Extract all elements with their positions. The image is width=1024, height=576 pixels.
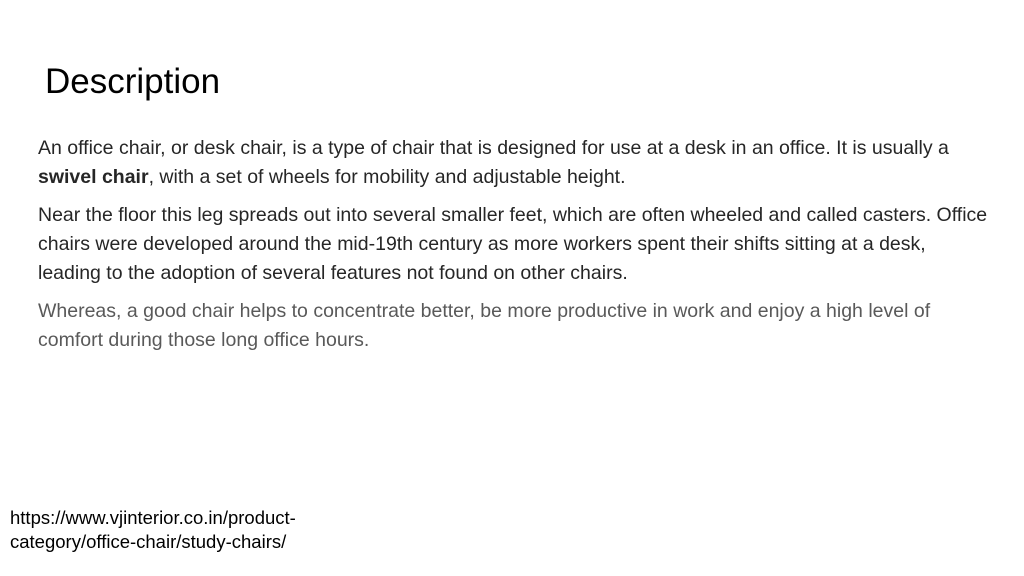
source-url-line-1: https://www.vjinterior.co.in/product- [10,507,296,528]
source-url [10,506,350,554]
description-body [38,134,988,355]
slide-title: Description [45,62,221,101]
paragraph-chair-history: Near the floor this leg spreads out into several smaller feet, which are often wheeled and called casters. Office chairs were developed around the mid-19th century as more workers spent their shifts sitting at a desk, leading to the adoption of several features not found on other chairs. [38,204,988,284]
paragraph-chair-benefits: Whereas, a good chair helps to concentrate better, be more productive in work and enjoy a high level of comfort during those long office hours. [38,300,931,351]
source-url-line-2: category/office-chair/study-chairs/ [10,531,287,552]
paragraph-1-text-end: , with a set of wheels for mobility and adjustable height. [148,166,626,188]
paragraph-1-text-start: An office chair, or desk chair, is a type of chair that is designed for use at a desk in an office. It is usually a [38,137,949,159]
paragraph-office-chair-definition [38,134,988,192]
swivel-chair-bold-term: swivel chair [38,166,149,188]
